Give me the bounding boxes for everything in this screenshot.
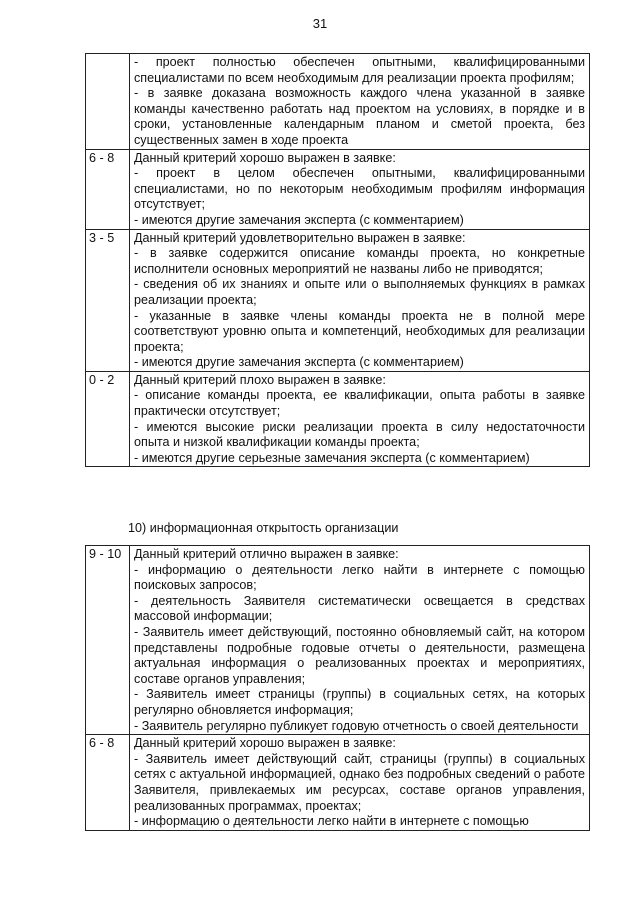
description-line: - информацию о деятельности легко найти в интернете с помощью <box>134 814 529 829</box>
page-number: 31 <box>312 16 328 31</box>
score-cell: 9 - 10 <box>86 546 130 735</box>
description-line: - Заявитель регулярно публикует годовую отчетность о своей деятельности <box>134 718 579 733</box>
description-line: - деятельность Заявителя систематически освещается в средствах массовой информации; <box>134 593 585 624</box>
description-line: Данный критерий удовлетворительно выражен в заявке: <box>134 230 466 245</box>
criteria-table-top <box>85 53 590 467</box>
score-cell: 3 - 5 <box>86 229 130 371</box>
score-cell: 0 - 2 <box>86 371 130 467</box>
score-cell: 6 - 8 <box>86 735 130 831</box>
description-line: - в заявке содержится описание команды проекта, но конкретные исполнители основных мероприятий не названы либо не приводятся; <box>134 246 585 276</box>
description-line: - Заявитель имеет страницы (группы) в социальных сетях, на которых регулярно обновляется информация; <box>134 687 585 717</box>
description-line: Данный критерий плохо выражен в заявке: <box>134 372 386 387</box>
description-cell <box>130 54 590 150</box>
description-line: - указанные в заявке члены команды проекта не в полной мере соответствуют уровню опыта и компетенций, необходимых для реализации проекта; <box>134 308 585 354</box>
description-line: - проект полностью обеспечен опытными, квалифицированными специалистами по всем необходимым для реализации проекта профилям; <box>134 55 585 85</box>
table-row <box>86 54 590 150</box>
description-line: Данный критерий отлично выражен в заявке: <box>134 547 399 561</box>
description-line: - в заявке доказана возможность каждого члена указанной в заявке команды качественно работать над проектом на условиях, в порядке и в сроки, установленные календарным планом и сметой проекта, без существенных замен в ходе проекта <box>134 86 585 147</box>
description-line: - проект в целом обеспечен опытными, квалифицированными специалистами, но по некоторым необходимым профилям информация отсутствует; <box>134 166 585 212</box>
description-cell <box>130 149 590 229</box>
description-cell <box>130 735 590 831</box>
description-line: - имеются другие замечания эксперта (с комментарием) <box>134 212 464 227</box>
description-line: - сведения об их знаниях и опыте или о выполняемых функциях в рамках реализации проекта; <box>134 277 585 307</box>
section-heading: 10) информационная открытость организации <box>128 521 399 535</box>
table-row <box>86 229 590 371</box>
description-line: - имеются другие замечания эксперта (с комментарием) <box>134 355 464 370</box>
score-cell: 6 - 8 <box>86 149 130 229</box>
description-line: - имеются другие серьезные замечания эксперта (с комментарием) <box>134 450 530 465</box>
description-line: - информацию о деятельности легко найти в интернете с помощью поисковых запросов; <box>134 562 585 593</box>
table-row <box>86 546 590 735</box>
description-line: Данный критерий хорошо выражен в заявке: <box>134 736 396 751</box>
description-cell <box>130 546 590 735</box>
description-cell <box>130 229 590 371</box>
description-line: - Заявитель имеет действующий сайт, страницы (группы) в социальных сетях с актуальной информацией, однако без подробных сведений о работе Заявителя, привлекаемых им ресурсах, составе органов управления, реализованных программах, проектах; <box>134 751 585 813</box>
description-line: - Заявитель имеет действующий, постоянно обновляемый сайт, на котором представлены подробные годовые отчеты о деятельности, размещена актуальная информация о реализованных проектах и мероприятиях, составе органов управления; <box>134 624 585 686</box>
description-line: - описание команды проекта, ее квалификации, опыта работы в заявке практически отсутствует; <box>134 388 585 419</box>
description-line: Данный критерий хорошо выражен в заявке: <box>134 150 396 165</box>
table-row <box>86 735 590 831</box>
table-row <box>86 149 590 229</box>
description-line: - имеются высокие риски реализации проекта в силу недостаточности опыта и низкой квалификации команды проекта; <box>134 419 585 450</box>
table-row <box>86 371 590 467</box>
description-cell <box>130 371 590 467</box>
criteria-table-bottom <box>85 545 590 831</box>
score-cell <box>86 54 130 150</box>
